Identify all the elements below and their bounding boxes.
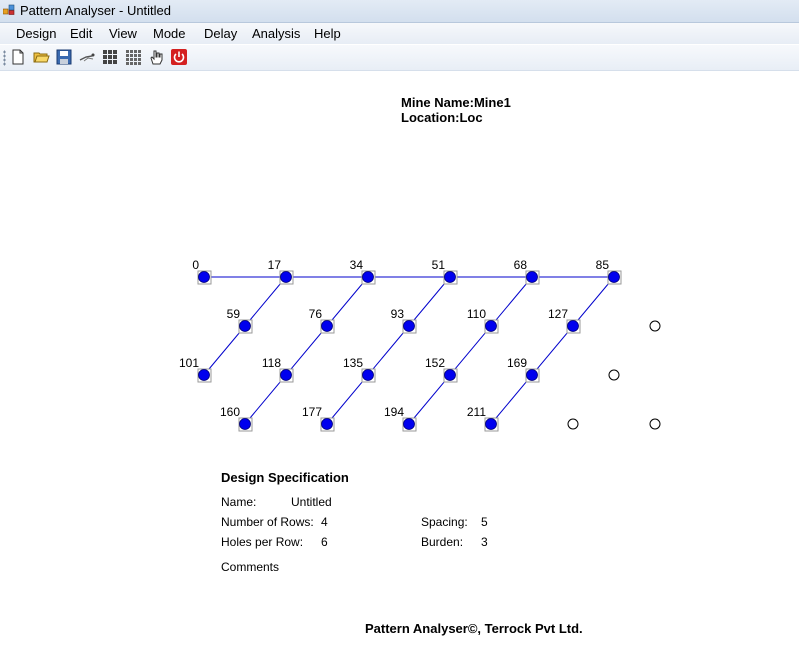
hole-dot: [281, 272, 292, 283]
blast-hole[interactable]: [514, 258, 539, 284]
blast-hole[interactable]: [391, 307, 416, 333]
hole-delay-label: 93: [390, 307, 404, 321]
hole-dot: [404, 419, 415, 430]
menu-help[interactable]: Help: [314, 26, 341, 41]
hole-layer: [179, 258, 660, 431]
empty-hole[interactable]: [609, 370, 619, 380]
blast-hole[interactable]: [268, 258, 293, 284]
hole-delay-label: 76: [308, 307, 322, 321]
spec-holes-label: Holes per Row:: [221, 535, 304, 549]
spec-spacing-value: 5: [481, 515, 488, 529]
spec-name-label: Name:: [221, 495, 257, 509]
delay-connection: [245, 277, 368, 424]
empty-hole-circle: [650, 419, 660, 429]
blast-hole[interactable]: [192, 258, 211, 284]
spec-holes-value: 6: [321, 535, 328, 549]
blast-hole[interactable]: [220, 405, 252, 431]
hole-dot: [240, 321, 251, 332]
spec-burden-value: 3: [481, 535, 488, 549]
blast-hole[interactable]: [467, 405, 498, 431]
spec-spacing-label: Spacing:: [421, 515, 468, 529]
blast-hole[interactable]: [262, 356, 293, 382]
spec-rows-label: Number of Rows:: [221, 515, 314, 529]
menu-edit[interactable]: Edit: [70, 26, 93, 41]
menu-delay[interactable]: Delay: [204, 26, 238, 41]
spec-name-value: Untitled: [291, 495, 332, 509]
hole-dot: [322, 321, 333, 332]
blast-hole[interactable]: [548, 307, 580, 333]
hole-dot: [445, 370, 456, 381]
blast-hole[interactable]: [343, 356, 375, 382]
spec-rows-value: 4: [321, 515, 328, 529]
hole-dot: [363, 370, 374, 381]
hole-dot: [322, 419, 333, 430]
empty-hole-circle: [568, 419, 578, 429]
blast-hole[interactable]: [350, 258, 375, 284]
hole-delay-label: 59: [226, 307, 240, 321]
menu-design[interactable]: Design: [16, 26, 57, 41]
delay-connection: [491, 277, 614, 424]
hole-delay-label: 110: [466, 307, 486, 321]
hole-dot: [199, 370, 210, 381]
blast-hole[interactable]: [384, 405, 416, 431]
hole-dot: [445, 272, 456, 283]
blast-hole[interactable]: [432, 258, 457, 284]
hole-dot: [568, 321, 579, 332]
hole-delay-label: 152: [424, 356, 445, 370]
empty-hole-circle: [650, 321, 660, 331]
mine-location: Location:Loc: [401, 110, 483, 125]
blast-hole[interactable]: [227, 307, 252, 333]
hole-delay-label: 68: [513, 258, 527, 272]
hole-dot: [281, 370, 292, 381]
hole-delay-label: 160: [219, 405, 240, 419]
menu-analysis[interactable]: Analysis: [252, 26, 301, 41]
hole-delay-label: 17: [267, 258, 281, 272]
hole-delay-label: 51: [431, 258, 445, 272]
hole-delay-label: 194: [383, 405, 404, 419]
spec-burden-label: Burden:: [421, 535, 464, 549]
hole-delay-label: 34: [349, 258, 363, 272]
hole-dot: [609, 272, 620, 283]
hole-delay-label: 0: [192, 258, 199, 272]
blast-hole[interactable]: [179, 356, 211, 382]
blast-hole[interactable]: [596, 258, 621, 284]
menu-view[interactable]: View: [109, 26, 137, 41]
hole-dot: [199, 272, 210, 283]
blast-hole[interactable]: [302, 405, 334, 431]
hole-dot: [363, 272, 374, 283]
hole-delay-label: 135: [342, 356, 363, 370]
blast-hole[interactable]: [467, 307, 498, 333]
hole-delay-label: 169: [506, 356, 527, 370]
hole-delay-label: 118: [261, 356, 281, 370]
hole-dot: [240, 419, 251, 430]
hole-delay-label: 211: [466, 405, 486, 419]
blast-hole[interactable]: [425, 356, 457, 382]
delay-connection: [409, 277, 532, 424]
hole-dot: [527, 370, 538, 381]
spec-comments-label: Comments: [221, 560, 280, 574]
hole-dot: [527, 272, 538, 283]
menu-mode[interactable]: Mode: [153, 26, 186, 41]
spec-title: Design Specification: [221, 470, 349, 485]
empty-hole[interactable]: [568, 419, 578, 429]
footer-copyright: Pattern Analyser©, Terrock Pvt Ltd.: [365, 621, 583, 636]
hole-delay-label: 85: [595, 258, 609, 272]
empty-hole-circle: [609, 370, 619, 380]
hole-dot: [404, 321, 415, 332]
hole-delay-label: 177: [301, 405, 322, 419]
blast-hole[interactable]: [507, 356, 539, 382]
hole-dot: [486, 419, 497, 430]
connection-layer: [204, 277, 614, 424]
empty-hole[interactable]: [650, 321, 660, 331]
window-title: Pattern Analyser - Untitled: [20, 3, 172, 18]
hole-delay-label: 101: [178, 356, 199, 370]
hole-delay-label: 127: [547, 307, 568, 321]
empty-hole[interactable]: [650, 419, 660, 429]
mine-name: Mine Name:Mine1: [401, 95, 511, 110]
blast-hole[interactable]: [309, 307, 334, 333]
delay-connection: [327, 277, 450, 424]
hole-dot: [486, 321, 497, 332]
